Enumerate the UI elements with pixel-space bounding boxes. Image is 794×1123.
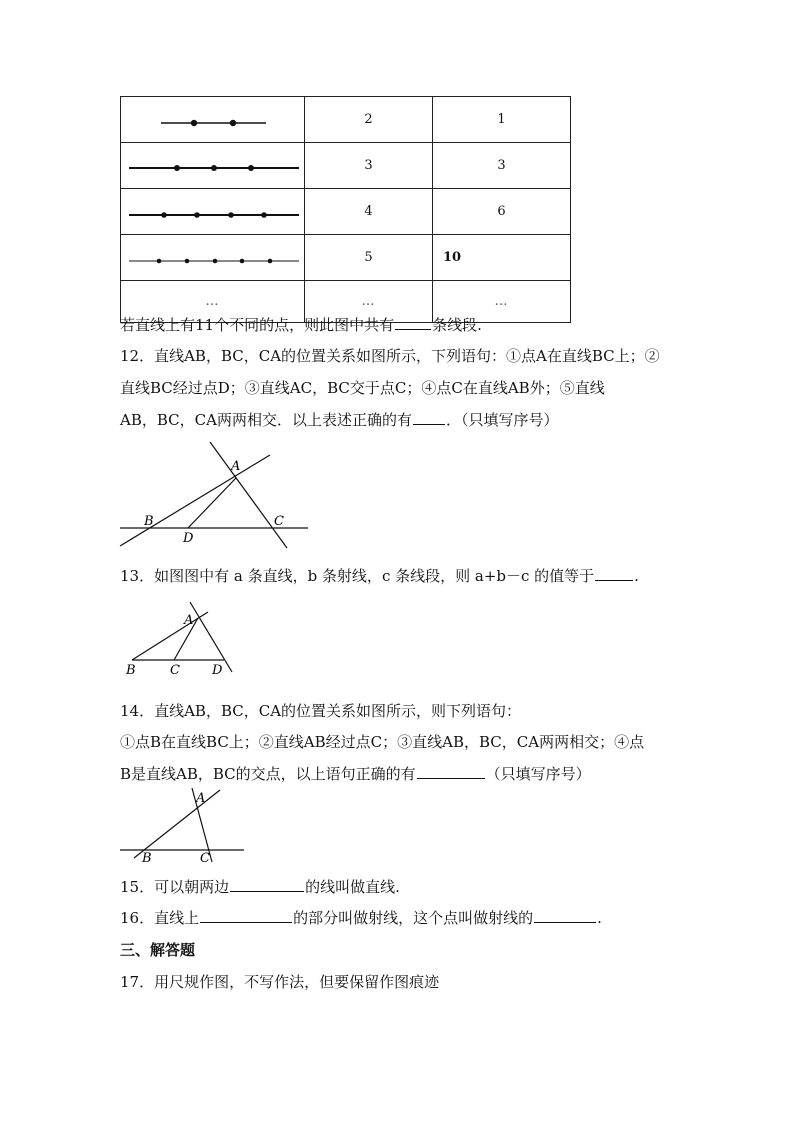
- ellipsis: …: [305, 281, 433, 323]
- segments-count: 3: [433, 143, 571, 189]
- label-B: B: [142, 851, 152, 866]
- label-D: D: [212, 663, 223, 678]
- answer-blank: [230, 877, 304, 892]
- label-C: C: [170, 663, 180, 678]
- answer-blank: [595, 566, 633, 581]
- points-segments-table: [120, 96, 571, 323]
- line-5-points-figure: [121, 235, 305, 281]
- table-row: [121, 143, 571, 189]
- segments-count: 10: [433, 235, 571, 281]
- line-with-5-points: [121, 235, 304, 276]
- q11-question: 若直线上有11个不同的点，则此图中共有 条线段.: [120, 316, 482, 334]
- q12-line2: 直线BC经过点D；③直线AC，BC交于点C；④点C在直线AB外；⑤直线: [120, 379, 605, 397]
- ellipsis: …: [121, 281, 305, 323]
- label-D: D: [183, 531, 194, 546]
- answer-blank: [413, 410, 445, 425]
- line-4-points-figure: [121, 189, 305, 235]
- label-A: A: [231, 459, 241, 474]
- section-heading: 三、解答题: [120, 941, 196, 959]
- q12-line3: AB，BC，CA两两相交．以上表述正确的有 ．（只填写序号）: [120, 411, 559, 429]
- figure-12: [110, 436, 320, 556]
- points-count: 2: [305, 97, 433, 143]
- q12-line1: 12．直线AB，BC，CA的位置关系如图所示，下列语句：①点A在直线BC上；②: [120, 347, 660, 365]
- label-A: A: [184, 613, 194, 628]
- segments-count: 6: [433, 189, 571, 235]
- line-with-2-points: [121, 97, 304, 138]
- line-3-points-figure: [121, 143, 305, 189]
- table-row: [121, 189, 571, 235]
- ellipsis: …: [433, 281, 571, 323]
- label-B: B: [144, 514, 154, 529]
- table-row: [121, 235, 571, 281]
- figure-14: [116, 786, 251, 866]
- line-with-3-points: [121, 143, 304, 184]
- answer-blank: [417, 764, 485, 779]
- label-A: A: [196, 791, 206, 806]
- answer-blank: [395, 315, 431, 330]
- q16-question: 16．直线上 的部分叫做射线，这个点叫做射线的 .: [120, 909, 602, 927]
- answer-blank: [534, 908, 596, 923]
- answer-blank: [200, 908, 292, 923]
- q15-question: 15．可以朝两边 的线叫做直线.: [120, 878, 400, 896]
- line-with-4-points: [121, 189, 304, 230]
- points-count: 3: [305, 143, 433, 189]
- label-B: B: [126, 663, 136, 678]
- q13-question: 13．如图图中有 a 条直线，b 条射线，c 条线段，则 a+b－c 的值等于 .: [120, 567, 639, 585]
- figure-13: [120, 600, 250, 680]
- q14-line1: 14．直线AB，BC，CA的位置关系如图所示，则下列语句：: [120, 702, 522, 720]
- q17-question: 17．用尺规作图，不写作法，但要保留作图痕迹: [120, 973, 440, 991]
- q14-line3: B是直线AB，BC的交点，以上语句正确的有 （只填写序号）: [120, 765, 591, 783]
- q14-line2: ①点B在直线BC上；②直线AB经过点C；③直线AB，BC，CA两两相交；④点: [120, 733, 645, 751]
- table-row: [121, 97, 571, 143]
- label-C: C: [200, 851, 210, 866]
- line-2-points-figure: [121, 97, 305, 143]
- points-count: 4: [305, 189, 433, 235]
- points-count: 5: [305, 235, 433, 281]
- segments-count: 1: [433, 97, 571, 143]
- label-C: C: [274, 514, 284, 529]
